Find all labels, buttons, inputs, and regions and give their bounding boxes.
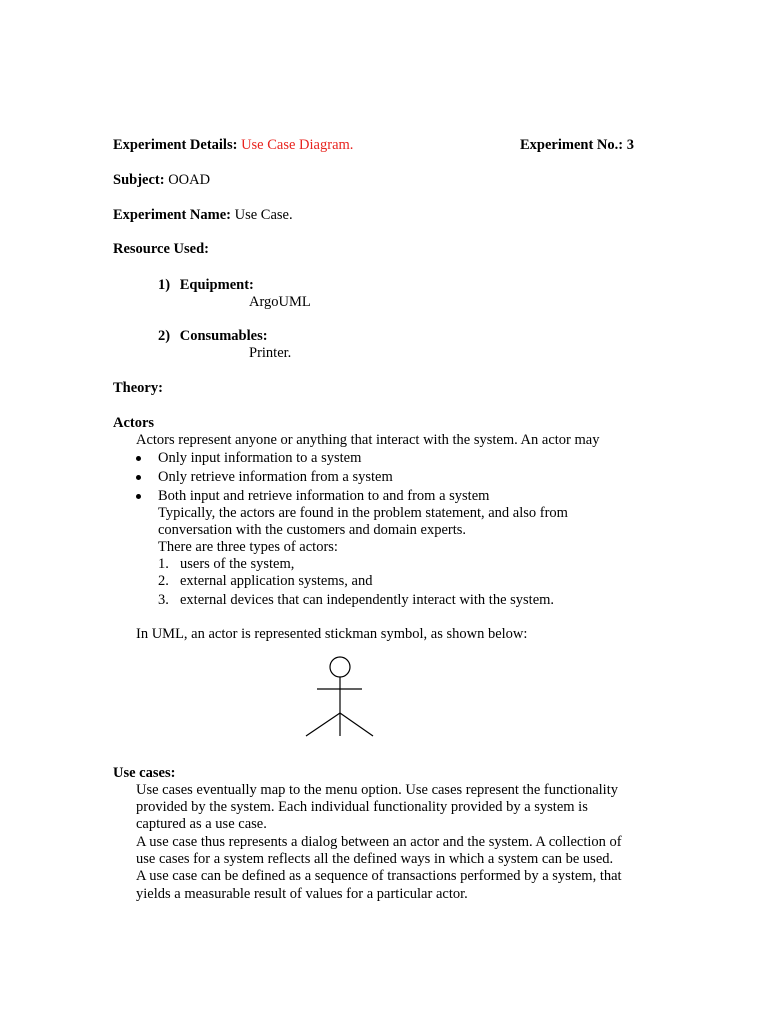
actors-paragraph-line: Typically, the actors are found in the problem statement, and also from (158, 505, 568, 521)
experiment-details (113, 137, 353, 154)
resource-item-number: 2) (158, 328, 171, 344)
use-cases-line: yields a measurable result of values for a particular actor. (136, 886, 468, 902)
experiment-name-label: Experiment Name: (113, 207, 231, 223)
resource-item-value: Printer. (249, 345, 292, 361)
actors-intro: Actors represent anyone or anything that interact with the system. An actor may (136, 432, 600, 448)
resource-item-equipment (158, 277, 254, 294)
experiment-details-label: Experiment Details: (113, 137, 238, 153)
experiment-number-value: 3 (626, 137, 634, 153)
use-cases-line: A use case thus represents a dialog between an actor and the system. A collection of (136, 834, 622, 850)
uml-actor-note: In UML, an actor is represented stickman symbol, as shown below: (136, 626, 528, 642)
experiment-name-line (113, 207, 293, 224)
bullet-icon (136, 475, 141, 480)
resource-item-title: Equipment: (179, 277, 254, 293)
theory-heading: Theory: (113, 380, 163, 396)
actors-paragraph-line: conversation with the customers and domain experts. (158, 522, 467, 538)
bullet-icon (136, 494, 141, 499)
resource-heading: Resource Used: (113, 241, 209, 257)
experiment-number (520, 137, 634, 154)
experiment-name-value: Use Case. (234, 207, 293, 223)
use-cases-line: A use case can be defined as a sequence of transactions performed by a system, that (136, 868, 622, 884)
stickman-actor-icon (300, 652, 380, 742)
resource-item-number: 1) (158, 277, 171, 293)
use-cases-line: provided by the system. Each individual functionality provided by a system is (136, 799, 588, 815)
subject-label: Subject: (113, 172, 165, 188)
resource-item-title: Consumables: (179, 328, 268, 344)
subject-line (113, 172, 210, 189)
actor-types-intro: There are three types of actors: (158, 539, 338, 555)
use-cases-line: captured as a use case. (136, 816, 267, 832)
actors-heading: Actors (113, 415, 155, 431)
experiment-details-value: Use Case Diagram. (241, 137, 354, 153)
resource-item-consumables (158, 328, 268, 345)
subject-value: OOAD (168, 172, 211, 188)
use-cases-line: use cases for a system reflects all the defined ways in which a system can be used. (136, 851, 614, 867)
resource-item-value: ArgoUML (249, 294, 311, 310)
use-cases-line: Use cases eventually map to the menu option. Use cases represent the functionality (136, 782, 618, 798)
experiment-number-label: Experiment No.: (520, 137, 624, 153)
use-cases-heading: Use cases: (113, 765, 176, 781)
document-page: Experiment Details: Use Case Diagram. Experiment No.: 3 Subject: OOAD Experiment Name: Use Case. Resource Used: 1) Equipment: ArgoUML 2) Consumables: Printer. Theory: Actors Actors represent anyone or anything that interact with the system. An actor may Only input information to a system Only retrieve information from a system Both input and retrieve information to and from a system Typically, the actors are found in the problem statement, and also from conversation with the customers and domain experts. There are three types of actors: 1. users of the system, 2. external application systems, and 3. external devices that can independently interact with the system. In UML, an actor is represented stickman symbol, as shown below: Use cases: Use cases eventually map to the menu option. Use cases represent the functionality provided by the system. Each individual functionality provided by a system is captured as a use case. A use case thus represents a dialog between an actor and the system. A collection of use cases for a system reflects all the defined ways in which a system can be used. A use case can be defined as a sequence of transactions performed by a system, that yields a measurable result of values for a particular actor. (113, 137, 634, 902)
bullet-icon (136, 456, 141, 461)
